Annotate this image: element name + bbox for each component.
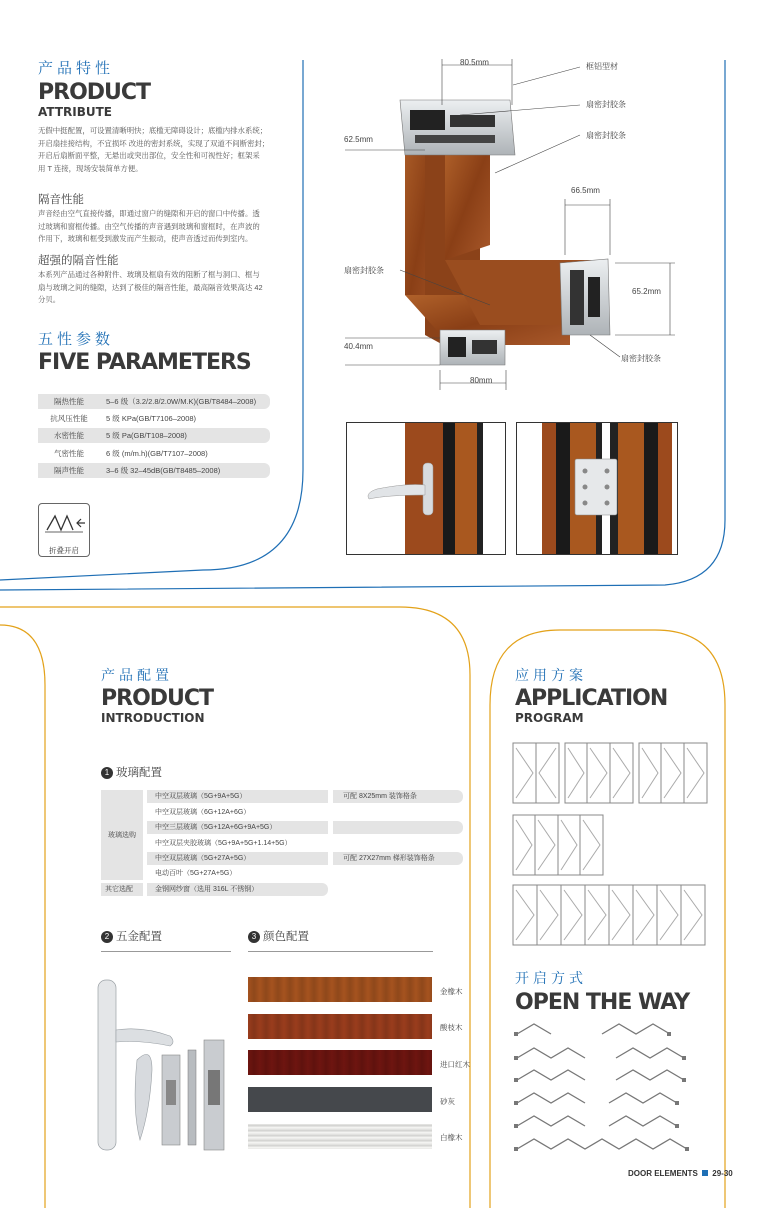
footer-square-icon	[702, 1170, 708, 1176]
attribute-paragraph: 无假中挺配置，可设置清晰明快；底槛无障碍设计；底槛内排水系统； 开启扇挂接结构，不宜损坏 改进的密封系统，实现了双道不间断密封； 开启后扇断面平整，无悬出或突出部位，安全性和可视性好；框架采 用 T 连接，现场安装简单方便。	[38, 126, 270, 173]
label-seal-4: 扇密封胶条	[621, 354, 661, 363]
page-number: 29-30	[712, 1169, 733, 1178]
glass-row: 中空三层玻璃（5G+12A+6G+9A+5G）	[147, 821, 328, 834]
open-way-en-title: OPEN THE WAY	[515, 990, 690, 1015]
label-frame-profile: 框铝型材	[586, 62, 618, 71]
color-label: 白橡木	[440, 1133, 463, 1142]
sound-paragraph: 声音经由空气直接传播，即通过窗户的缝隙和开启的窗口中传播。透 过玻璃和窗框传播。由空气传播的声音遇到玻璃和窗框时，在声波的 作用下，玻璃和框受到激发而产生振动，使声音透过而传到室内。	[38, 209, 260, 244]
application-diagrams	[511, 740, 711, 950]
color-label: 进口红木	[440, 1060, 470, 1069]
application-en-subtitle: PROGRAM	[515, 711, 584, 725]
glass-group-cell: 玻璃选购	[101, 790, 143, 880]
hardware-photo	[92, 970, 232, 1160]
glass-row: 中空双层夹胶玻璃（5G+9A+5G+1.14+5G）	[155, 840, 292, 847]
color-config-heading: 3 颜色配置	[248, 928, 309, 944]
five-params-cn-title: 五性参数	[38, 331, 115, 348]
glass-row: 中空双层玻璃（5G+9A+5G）	[147, 790, 328, 803]
sound-heading: 隔音性能	[38, 194, 84, 206]
dim-80-5: 80.5mm	[460, 58, 489, 67]
param-row: 气密性能 6 级 (m/m.h)(GB/T7107–2008)	[54, 449, 208, 458]
hinge-photo	[516, 422, 678, 555]
intro-cn-title: 产品配置	[101, 667, 173, 683]
handle-photo	[346, 422, 506, 555]
label-seal-2: 扇密封胶条	[586, 131, 626, 140]
glass-note: 可配 8X25mm 装饰格条	[333, 790, 463, 803]
color-swatch-mahogany	[248, 1050, 432, 1075]
folding-open-label: 折叠开启	[49, 546, 79, 555]
profile-cross-section	[330, 45, 710, 395]
color-swatch-sand-grey	[248, 1087, 432, 1112]
attribute-en-subtitle: ATTRIBUTE	[38, 105, 112, 119]
color-swatch-white-oak	[248, 1124, 432, 1149]
glass-row: 中空双层玻璃（5G+27A+5G）	[147, 852, 328, 865]
param-row: 水密性能 5 级 Pa(GB/T108–2008)	[38, 428, 270, 443]
folding-open-icon-box	[38, 503, 90, 557]
page-footer	[628, 1169, 733, 1178]
glass-note-empty	[333, 821, 463, 834]
folding-open-icon	[39, 504, 89, 540]
color-label: 酸枝木	[440, 1023, 463, 1032]
opening-diagrams	[512, 1018, 712, 1158]
glass-config-heading: 1 玻璃配置	[101, 764, 162, 780]
param-row: 隔热性能 5–6 级（3.2/2.8/2.0W/M.K)(GB/T8484–2008)	[38, 394, 270, 409]
dim-40-4: 40.4mm	[344, 342, 373, 351]
other-option-value: 金钢网纱窗（选用 316L 不锈钢）	[147, 883, 328, 896]
attribute-en-title: PRODUCT	[38, 80, 151, 105]
intro-en-subtitle: INTRODUCTION	[101, 711, 205, 725]
label-seal-1: 扇密封胶条	[586, 100, 626, 109]
color-label: 金橡木	[440, 987, 463, 996]
color-swatch-gold-oak	[248, 977, 432, 1002]
color-divider	[248, 951, 433, 952]
hardware-divider	[101, 951, 231, 952]
footer-brand: DOOR ELEMENTS	[628, 1169, 698, 1178]
param-row: 抗风压性能 5 级 KPa(GB/T7106–2008)	[50, 414, 197, 423]
five-params-en-title: FIVE PARAMETERS	[38, 350, 251, 375]
label-seal-3: 扇密封胶条	[344, 266, 384, 275]
application-cn-title: 应用方案	[515, 667, 587, 683]
param-row: 隔声性能 3–6 级 32–45dB(GB/T8485–2008)	[38, 463, 270, 478]
intro-en-title: PRODUCT	[101, 686, 214, 711]
open-way-cn-title: 开启方式	[515, 970, 587, 986]
attribute-cn-title: 产品特性	[38, 60, 115, 77]
hardware-config-heading: 2 五金配置	[101, 928, 162, 944]
application-en-title: APPLICATION	[515, 686, 668, 711]
dim-65-2: 65.2mm	[632, 287, 661, 296]
other-option-key: 其它选配	[101, 883, 143, 896]
strong-sound-heading: 超强的隔音性能	[38, 255, 119, 267]
glass-row: 中空双层玻璃（6G+12A+6G）	[155, 809, 251, 816]
dim-62-5: 62.5mm	[344, 135, 373, 144]
glass-row: 电动百叶（5G+27A+5G）	[155, 870, 237, 877]
dim-80: 80mm	[470, 376, 493, 385]
strong-sound-paragraph: 本系列产品通过各种附件、玻璃及框扇有效的阻断了框与洞口、框与 扇与玻璃之间的缝隙，达到了极佳的隔音性能，最高隔音效果高达 42 分贝。	[38, 270, 263, 305]
color-label: 砂灰	[440, 1097, 455, 1106]
glass-note: 可配 27X27mm 梯形装饰格条	[333, 852, 463, 865]
color-swatch-rosewood	[248, 1014, 432, 1039]
dim-66-5: 66.5mm	[571, 186, 600, 195]
